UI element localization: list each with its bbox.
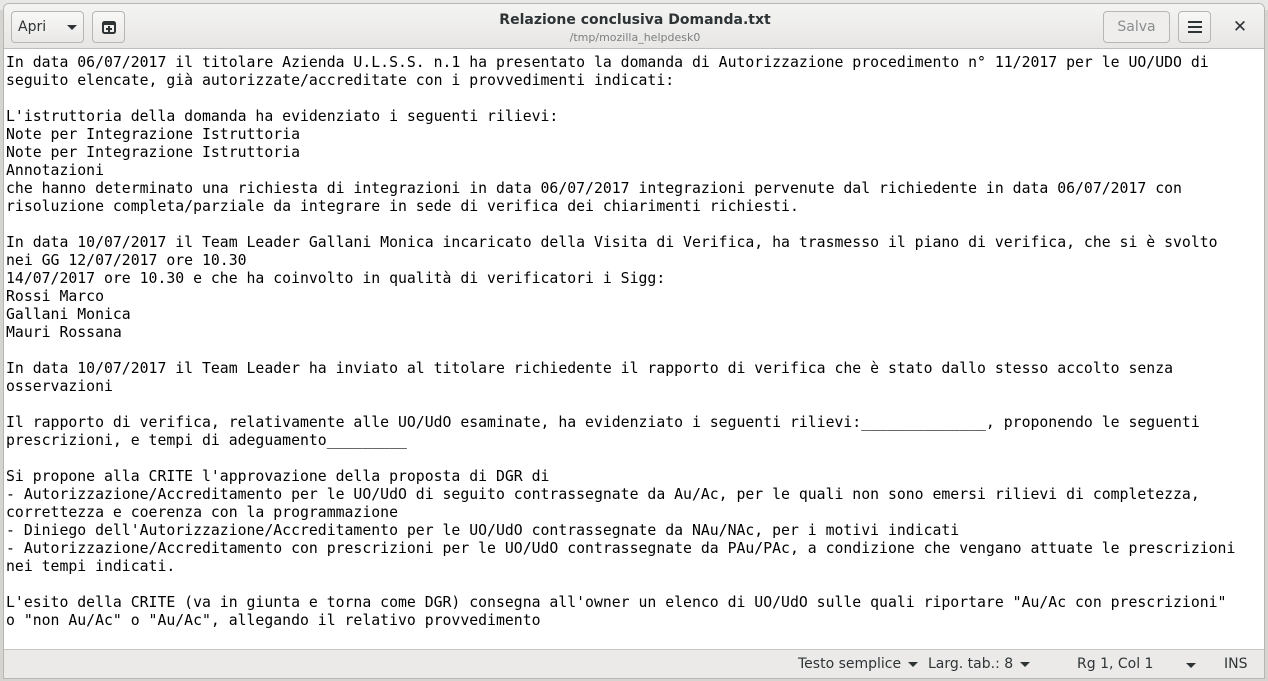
document-text[interactable]: In data 06/07/2017 il titolare Azienda U.L.S.S. n.1 ha presentato la domanda di Autorizzazione procedimento n° 11/2017 per le UO/UDO di seguito elencate, già autorizzate/accreditate con i provvedimenti indicati: L'istruttoria della domanda ha evidenziato i seguenti rilievi: Note per Integrazione Istruttoria Note per Integrazione Istruttoria Annotazioni che hanno determinato una richiesta di integrazioni in data 06/07/2017 integrazioni pervenute dal richiedente in data 06/07/2017 con risoluzione completa/parziale da integrare in sede di verifica dei chiarimenti richiesti. In data 10/07/2017 il Team Leader Gallani Monica incaricato della Visita di Verifica, ha trasmesso il piano di verifica, che si è svolto nei GG 12/07/2017 ore 10.30 14/07/2017 ore 10.30 e che ha coinvolto in qualità di verificatori i Sigg: Rossi Marco Gallani Monica Mauri Rossana In data 10/07/2017 il Team Leader ha inviato al titolare richiedente il rapporto di verifica che è stato dallo stesso accolto senza osservazioni Il rapporto di verifica, relativamente alle UO/UdO esaminate, ha evidenziato i seguenti rilievi:______________, proponendo le seguenti prescrizioni, e tempi di adeguamento_________ Si propone alla CRITE l'approvazione della proposta di DGR di - Autorizzazione/Accreditamento per le UO/UdO di seguito contrassegnate da Au/Ac, per le quali non sono emersi rilievi di completezza, correttezza e coerenza con la programmazione - Diniego dell'Autorizzazione/Accreditamento per le UO/UdO contrassegnate da NAu/NAc, per i motivi indicati - Autorizzazione/Accreditamento con prescrizioni per le UO/UdO contrassegnate da PAu/PAc, a condizione che vengano attuate le prescrizioni nei tempi indicati. L'esito della CRITE (va in giunta e torna come DGR) consegna all'owner un elenco di UO/UdO sulle quali riportare "Au/Ac con prescrizioni" o "non Au/Ac" o "Au/Ac", allegando il relativo provvedimento (6, 54, 1236, 629)
tab-width-selector[interactable] (928, 656, 1030, 672)
open-button[interactable] (11, 11, 84, 43)
language-label: Testo semplice (798, 656, 902, 672)
chevron-down-icon (1020, 662, 1030, 667)
chevron-down-icon (908, 662, 918, 667)
cursor-position[interactable] (1077, 656, 1153, 672)
tab-width-label: Larg. tab.: 8 (928, 656, 1014, 672)
close-button[interactable] (1222, 11, 1258, 43)
insert-mode-indicator (1224, 656, 1248, 672)
menu-button[interactable] (1178, 11, 1211, 43)
new-document-icon (101, 19, 117, 35)
open-button-label: Apri (18, 19, 47, 35)
cursor-position-label: Rg 1, Col 1 (1077, 656, 1154, 672)
header-bar (4, 4, 1264, 49)
new-document-button[interactable] (92, 11, 125, 43)
save-button[interactable]: Salva (1103, 11, 1170, 43)
window-title: Relazione conclusiva Domanda.txt (499, 12, 771, 28)
window-title-area (404, 11, 866, 45)
text-editor-window (3, 3, 1265, 679)
chevron-down-icon[interactable] (1186, 663, 1196, 668)
insert-mode-label: INS (1224, 656, 1248, 672)
text-editor-area[interactable] (4, 49, 1264, 649)
close-icon: ✕ (1232, 17, 1248, 37)
status-bar (4, 649, 1264, 679)
language-selector[interactable] (798, 656, 918, 672)
hamburger-menu-icon (1188, 21, 1202, 33)
chevron-down-icon (67, 25, 77, 30)
window-subtitle: /tmp/mozilla_helpdesk0 (569, 31, 701, 44)
